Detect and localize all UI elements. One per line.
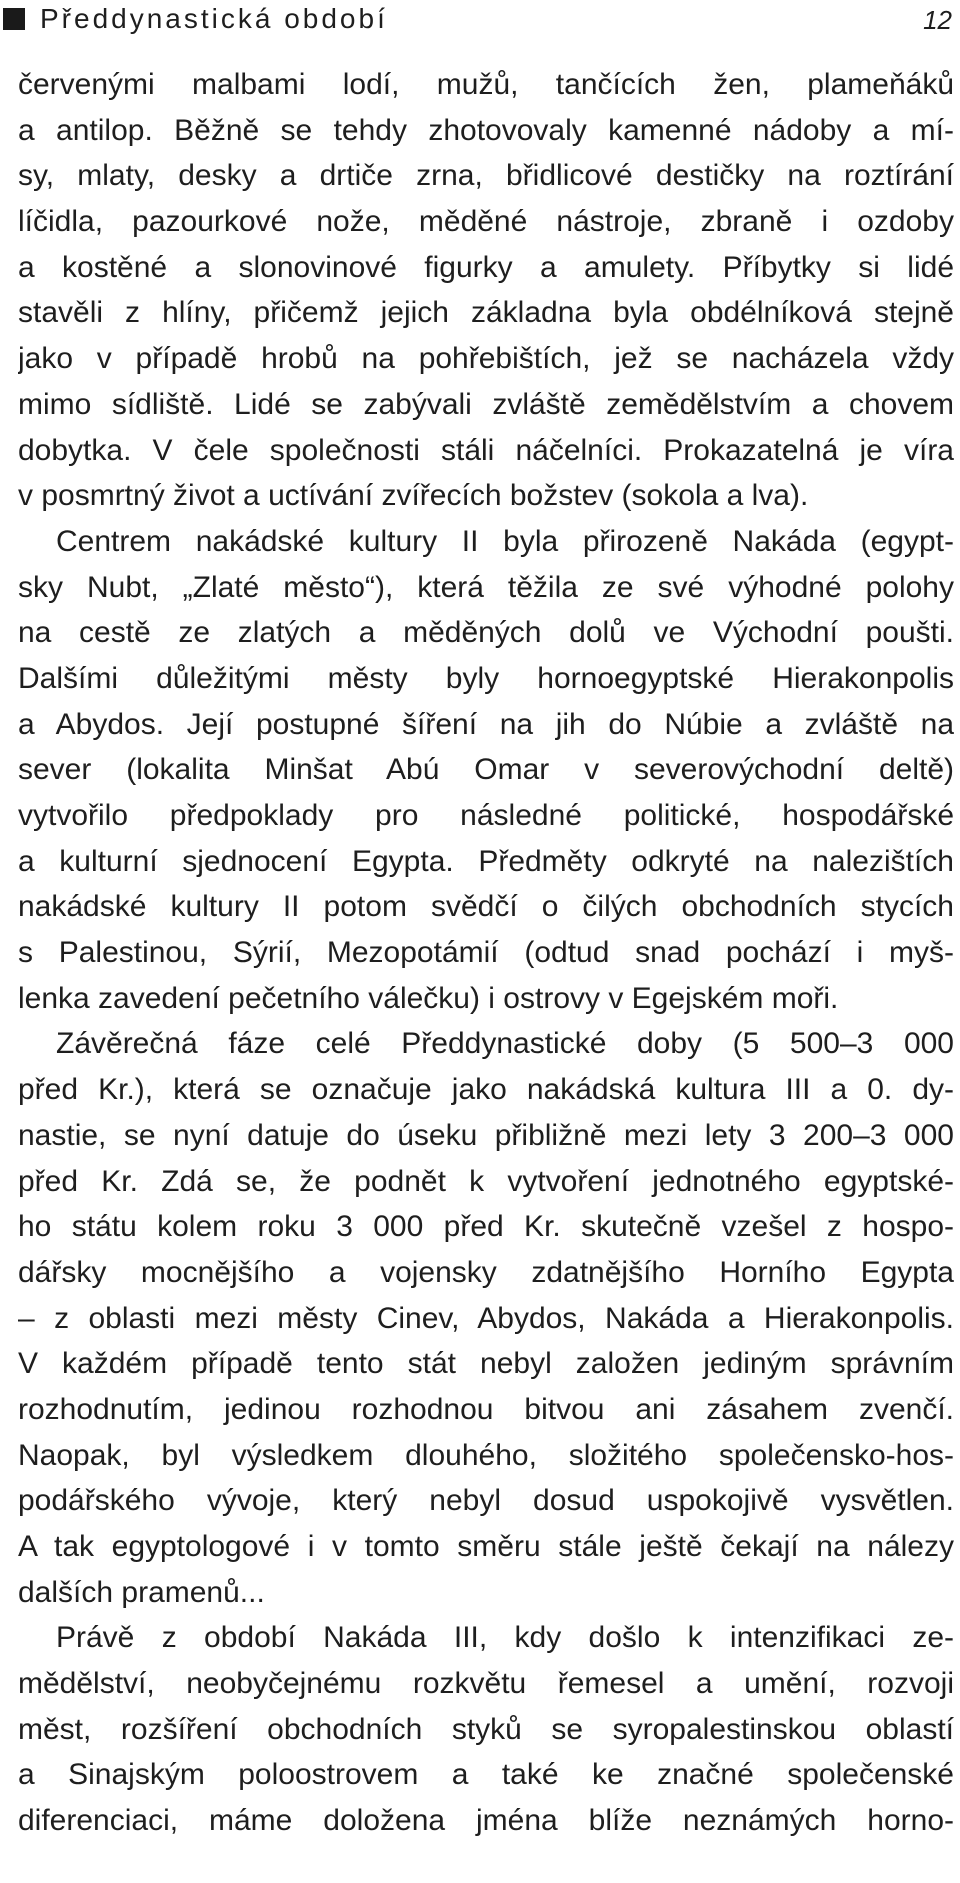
text-line: mimo sídliště. Lidé se zabývali zvláště zemědělstvím a chovem — [18, 387, 954, 421]
text-line: a kulturní sjednocení Egypta. Předměty odkryté na nalezištích — [18, 844, 954, 878]
text-line: v posmrtný život a uctívání zvířecích božstev (sokola a lva). — [18, 479, 809, 513]
page-number: 12 — [923, 5, 952, 35]
header-square-marker — [3, 8, 25, 30]
text-line: sy, mlaty, desky a drtiče zrna, břidlicové destičky na roztírání — [18, 159, 954, 193]
text-line: červenými malbami lodí, mužů, tančících žen, plameňáků — [18, 68, 954, 101]
text-line: dalších pramenů... — [18, 1575, 265, 1609]
text-line: Právě z období Nakáda III, kdy došlo k intenzifikaci ze- — [56, 1621, 954, 1655]
text-line: Závěrečná fáze celé Předdynastické doby (5 500–3 000 — [56, 1027, 954, 1061]
text-line: sever (lokalita Minšat Abú Omar v severovýchodní deltě) — [18, 753, 954, 787]
text-line: jako v případě hrobů na pohřebištích, jež se nacházela vždy — [18, 342, 954, 376]
text-line: líčidla, pazourkové nože, měděné nástroje, zbraně i ozdoby — [18, 205, 954, 239]
text-line: Naopak, byl výsledkem dlouhého, složitého společensko-hos- — [18, 1438, 954, 1472]
text-line: s Palestinou, Sýrií, Mezopotámií (odtud snad pochází i myš- — [18, 936, 954, 970]
text-line: před Kr.), která se označuje jako nakádská kultura III a 0. dy- — [18, 1073, 954, 1107]
text-line: a Sinajským poloostrovem a také ke značné společenské — [18, 1758, 954, 1792]
text-line: Centrem nakádské kultury II byla přirozeně Nakáda (egypt- — [56, 524, 954, 558]
text-line: vytvořilo předpoklady pro následné politické, hospodářské — [18, 799, 954, 832]
text-line: – z oblasti mezi městy Cinev, Abydos, Nakáda a Hierakonpolis. — [18, 1301, 954, 1335]
text-line: ho státu kolem roku 3 000 před Kr. skutečně vzešel z hospo- — [18, 1210, 954, 1244]
text-line: a antilop. Běžně se tehdy zhotovovaly kamenné nádoby a mí- — [18, 113, 954, 147]
text-line: a kostěné a slonovinové figurky a amulety. Příbytky si lidé — [18, 250, 954, 284]
text-line: měst, rozšíření obchodních styků se syropalestinskou oblastí — [18, 1712, 954, 1746]
page-header — [0, 0, 960, 60]
text-line: lenka zavedení pečetního válečku) i ostrovy v Egejském moři. — [18, 981, 839, 1015]
text-line: sky Nubt, „Zlaté město“), která těžila ze své výhodné polohy — [18, 570, 954, 604]
text-line: na cestě ze zlatých a měděných dolů ve Východní poušti. — [18, 616, 954, 650]
text-line: dářsky mocnějšího a vojensky zdatnějšího Horního Egypta — [18, 1255, 954, 1289]
text-line: před Kr. Zdá se, že podnět k vytvoření jednotného egyptské- — [18, 1164, 954, 1198]
text-line: Dalšími důležitými městy byly hornoegyptské Hierakonpolis — [18, 661, 954, 695]
text-line: A tak egyptologové i v tomto směru stále ještě čekají na nálezy — [18, 1530, 954, 1563]
text-line: dobytka. V čele společnosti stáli náčelníci. Prokazatelná je víra — [18, 433, 954, 467]
text-line: podářského vývoje, který nebyl dosud uspokojivě vysvětlen. — [18, 1484, 954, 1518]
text-line: diferenciaci, máme doložena jména blíže neznámých horno- — [18, 1804, 954, 1838]
text-line: mědělství, neobyčejnému rozkvětu řemesel a umění, rozvoji — [18, 1667, 954, 1701]
text-line: a Abydos. Její postupné šíření na jih do Núbie a zvláště na — [18, 707, 954, 741]
text-line: V každém případě tento stát nebyl založen jediným správním — [18, 1347, 954, 1381]
text-line: nakádské kultury II potom svědčí o čilých obchodních stycích — [18, 890, 954, 924]
text-line: rozhodnutím, jedinou rozhodnou bitvou ani zásahem zvenčí. — [18, 1392, 954, 1426]
text-line: stavěli z hlíny, přičemž jejich základna byla obdélníková stejně — [18, 296, 954, 330]
text-line: nastie, se nyní datuje do úseku přibližně mezi lety 3 200–3 000 — [18, 1118, 954, 1152]
body-text — [18, 62, 954, 1844]
running-header-title: Předdynastická období — [40, 3, 388, 34]
